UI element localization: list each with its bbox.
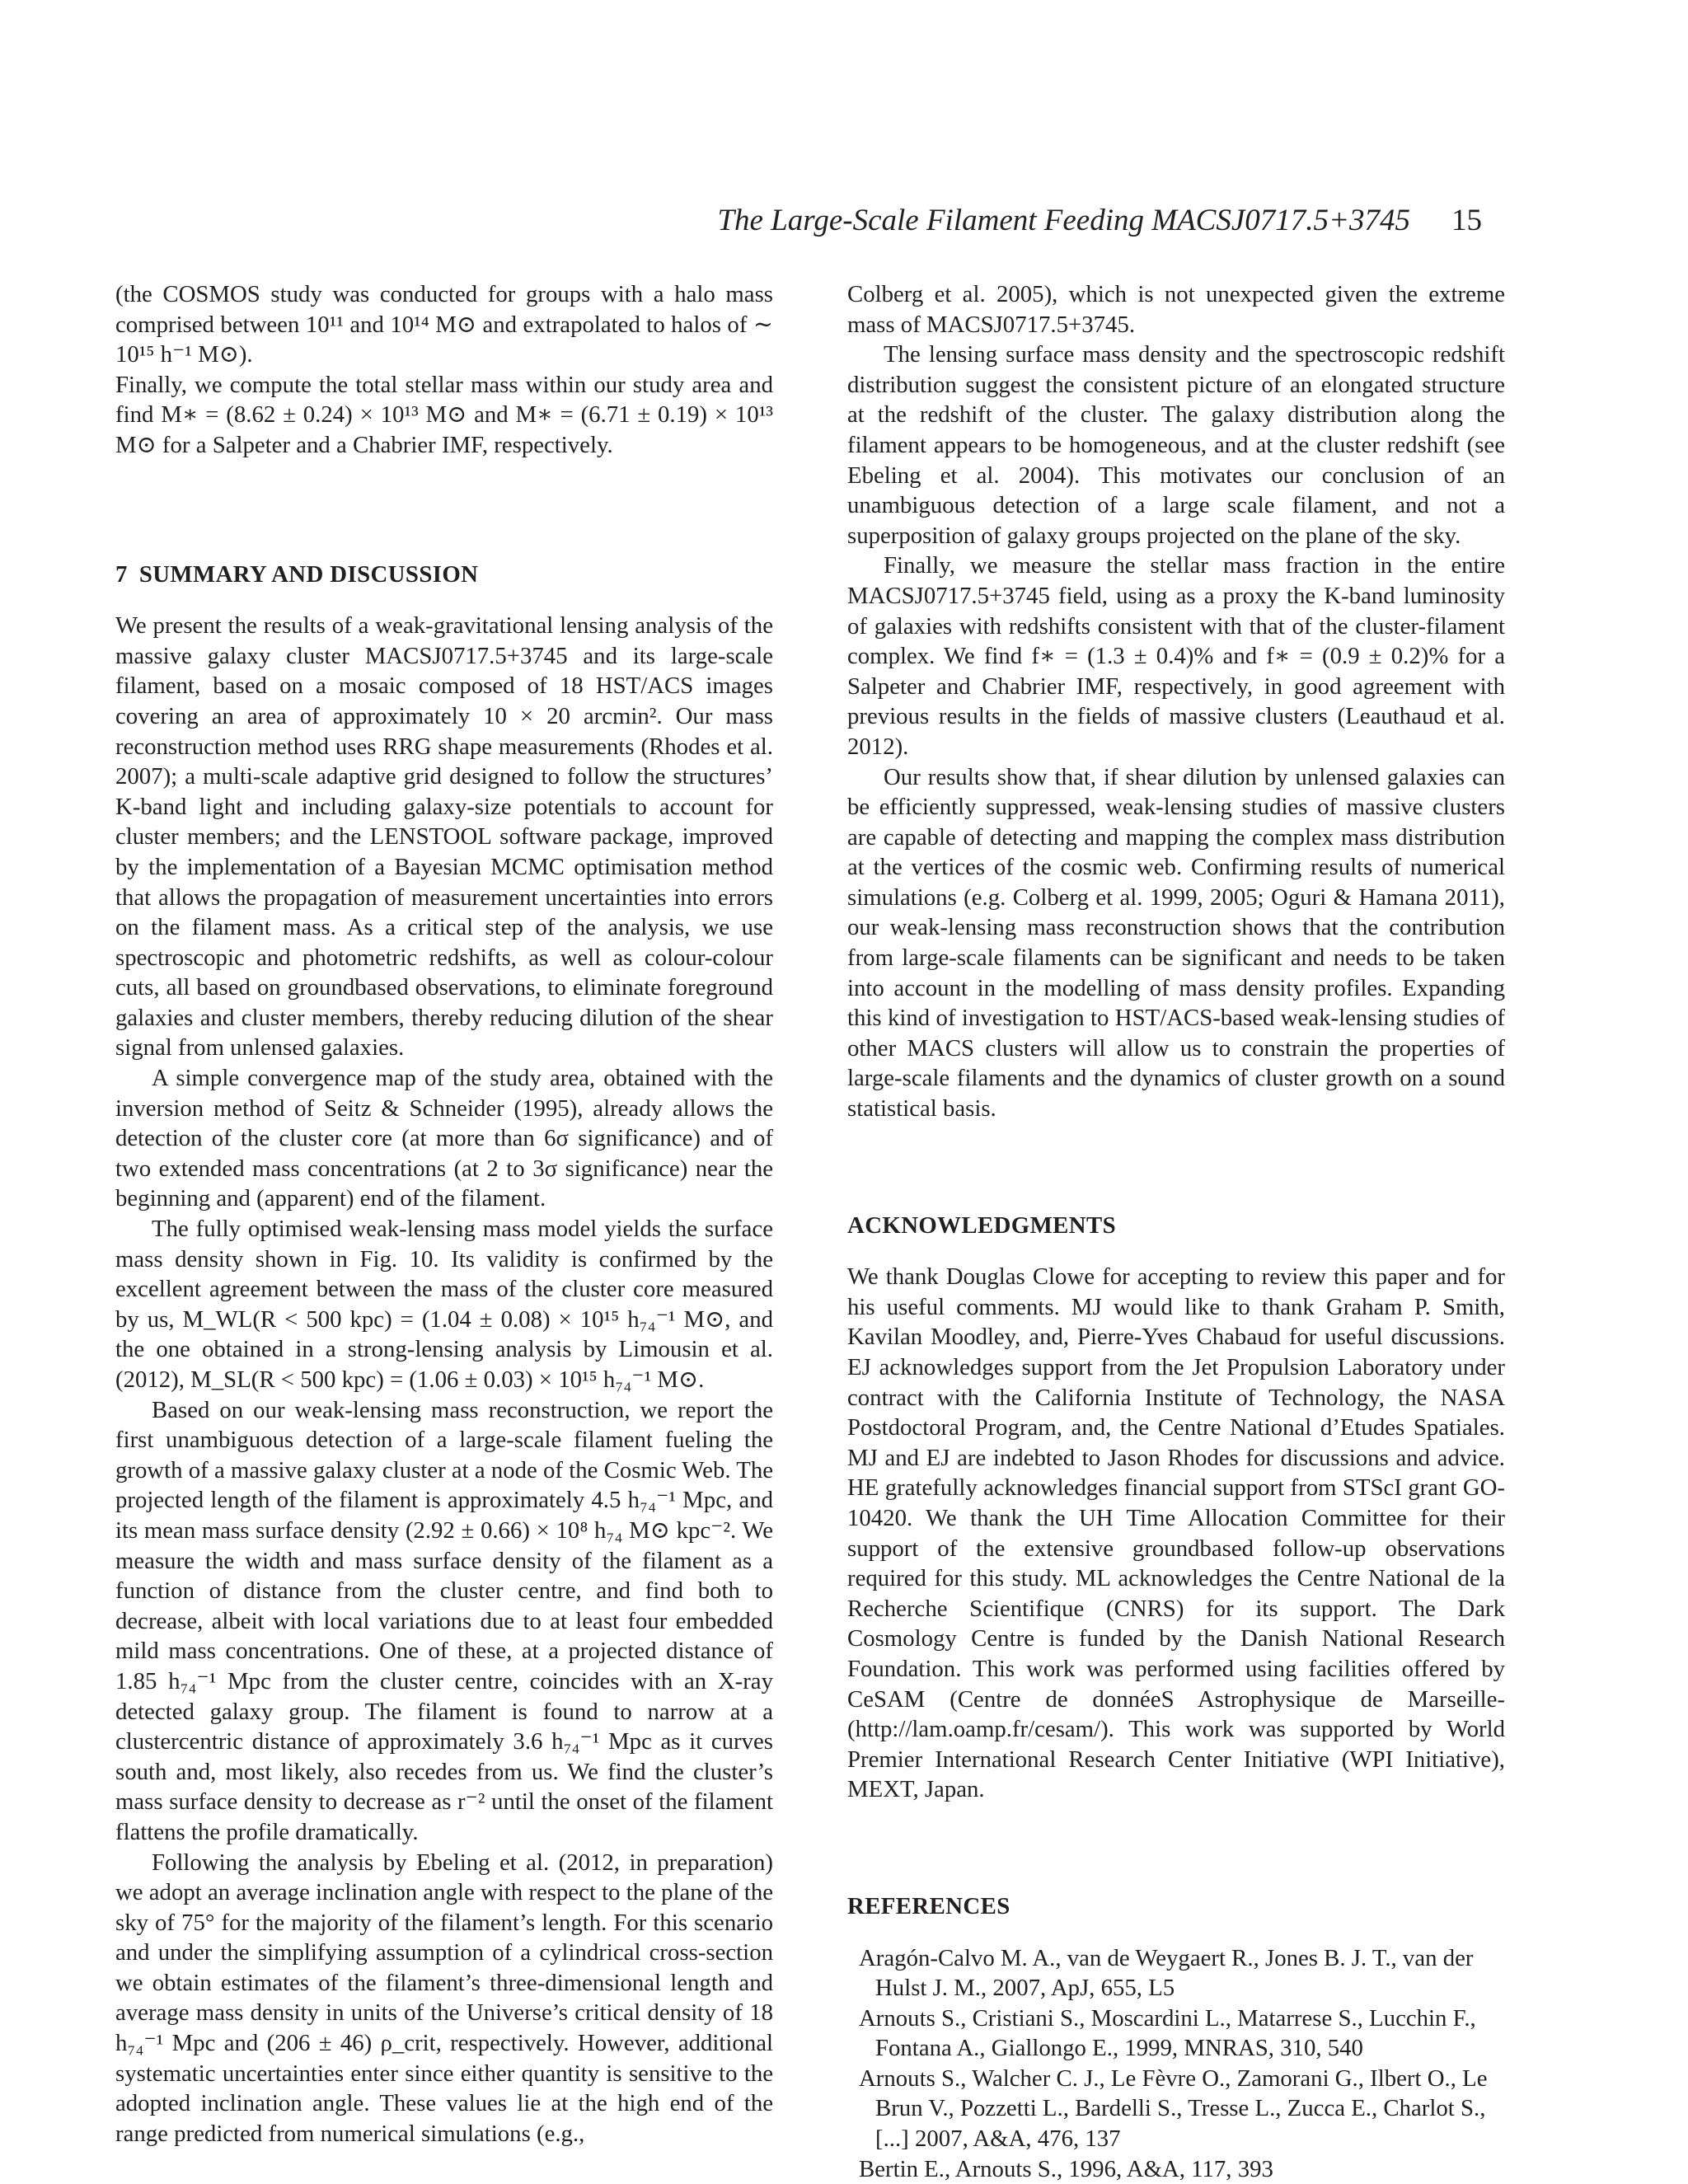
reference-item: Arnouts S., Cristiani S., Moscardini L., Matarrese S., Lucchin F., Fontana A., Giallongo E., 1999, MNRAS, 310, 540 bbox=[859, 2004, 1476, 2062]
reference-item: Bertin E., Arnouts S., 1996, A&A, 117, 393 bbox=[859, 2155, 1273, 2182]
running-head bbox=[717, 203, 1482, 239]
section-number: 7 bbox=[115, 560, 128, 588]
section-title: SUMMARY AND DISCUSSION bbox=[138, 560, 479, 588]
right-column bbox=[847, 279, 1505, 2184]
reference-item: Arnouts S., Walcher C. J., Le Fèvre O., Zamorani G., Ilbert O., Le Brun V., Pozzetti L., Bardelli S., Tresse L., Zucca E., Charlot S., [...] 2007, A&A, 476, 137 bbox=[859, 2064, 1488, 2153]
paragraph: The lensing surface mass density and the spectroscopic redshift distribution suggest the consistent picture of an elongated structure at the redshift of the cluster. The galaxy distribution along the filament appears to be homogeneous, and at the cluster redshift (see Ebeling et al. 2004). This motivates our conclusion of an unambiguous detection of a large scale filament, and not a superposition of galaxy groups projected on the plane of the sky. bbox=[847, 341, 1505, 549]
section-heading bbox=[115, 560, 773, 590]
paragraph: A simple convergence map of the study area, obtained with the inversion method of Seitz & Schneider (1995), already allows the detection of the cluster core (at more than 6σ significance) and of two extended mass concentrations (at 2 to 3σ significance) near the beginning and (apparent) end of the filament. bbox=[115, 1065, 773, 1212]
paragraph: Following the analysis by Ebeling et al. (2012, in preparation) we adopt an average inclination angle with respect to the plane of the sky of 75° for the majority of the filament’s length. For this scenario and under the simplifying assumption of a cylindrical cross-section we obtain estimates of the filament’s three-dimensional length and average mass density in units of the Universe’s critical density of 18 h₇₄⁻¹ Mpc and (206 ± 46) ρ_crit, respectively. However, additional systematic uncertainties enter since either quantity is sensitive to the adopted inclination angle. These values lie at the high end of the range predicted from numerical simulations (e.g., bbox=[115, 1849, 774, 2147]
reference-list bbox=[847, 1943, 1505, 2184]
paragraph: We present the results of a weak-gravitational lensing analysis of the massive galaxy cluster MACSJ0717.5+3745 and its large-scale filament, based on a mosaic composed of 18 HST/ACS images covering an area of approximately 10 × 20 arcmin². Our mass reconstruction method uses RRG shape measurements (Rhodes et al. 2007); a multi-scale adaptive grid designed to follow the structures’ K-band light and including galaxy-size potentials to account for cluster members; and the LENSTOOL software package, improved by the implementation of a Bayesian MCMC optimisation method that allows the propagation of measurement uncertainties into errors on the filament mass. As a critical step of the analysis, we use spectroscopic and photometric redshifts, as well as colour-colour cuts, all based on groundbased observations, to eliminate foreground galaxies and cluster members, thereby reducing dilution of the shear signal from unlensed galaxies. bbox=[115, 612, 773, 1062]
acknowledgments-heading: ACKNOWLEDGMENTS bbox=[847, 1212, 1116, 1239]
paragraph: The fully optimised weak-lensing mass model yields the surface mass density shown in Fig. 10. Its validity is confirmed by the excellent agreement between the mass of the cluster core measured by us, M_WL(R < 500 kpc) = (1.04 ± 0.08) × 10¹⁵ h₇₄⁻¹ M⊙, and the one obtained in a strong-lensing analysis by Limousin et al. (2012), M_SL(R < 500 kpc) = (1.06 ± 0.03) × 10¹⁵ h₇₄⁻¹ M⊙. bbox=[115, 1216, 773, 1393]
page-number: 15 bbox=[1451, 204, 1482, 237]
reference-item: Aragón-Calvo M. A., van de Weygaert R., Jones B. J. T., van der Hulst J. M., 2007, ApJ, 655, L5 bbox=[859, 1944, 1474, 2002]
paragraph: Our results show that, if shear dilution by unlensed galaxies can be efficiently suppressed, weak-lensing studies of massive clusters are capable of detecting and mapping the complex mass distribution at the vertices of the cosmic web. Confirming results of numerical simulations (e.g. Colberg et al. 1999, 2005; Oguri & Hamana 2011), our weak-lensing mass reconstruction shows that the contribution from large-scale filaments can be significant and needs to be taken into account in the modelling of mass density profiles. Expanding this kind of investigation to HST/ACS-based weak-lensing studies of other MACS clusters will allow us to constrain the properties of large-scale filaments and the dynamics of cluster growth on a sound statistical basis. bbox=[847, 763, 1505, 1122]
paragraph: Colberg et al. 2005), which is not unexpected given the extreme mass of MACSJ0717.5+3745. bbox=[847, 281, 1505, 338]
running-title: The Large-Scale Filament Feeding MACSJ0717.5+3745 bbox=[717, 204, 1410, 237]
paragraph: Based on our weak-lensing mass reconstruction, we report the first unambiguous detection of a large-scale filament fueling the growth of a massive galaxy cluster at a node of the Cosmic Web. The projected length of the filament is approximately 4.5 h₇₄⁻¹ Mpc, and its mean mass surface density (2.92 ± 0.66) × 10⁸ h₇₄ M⊙ kpc⁻². We measure the width and mass surface density of the filament as a function of distance from the cluster centre, and find both to decrease, albeit with local variations due to at least four embedded mild mass concentrations. One of these, at a projected distance of 1.85 h₇₄⁻¹ Mpc from the cluster centre, coincides with an X-ray detected galaxy group. The filament is found to narrow at a clustercentric distance of approximately 3.6 h₇₄⁻¹ Mpc as it curves south and, most likely, also recedes from us. We find the cluster’s mass surface density to decrease as r⁻² until the onset of the filament flattens the profile dramatically. bbox=[115, 1396, 773, 1845]
paragraph: (the COSMOS study was conducted for groups with a halo mass comprised between 10¹¹ and 10¹⁴ M⊙ and extrapolated to halos of ∼ 10¹⁵ h⁻¹ M⊙). bbox=[115, 281, 773, 368]
paragraph: Finally, we measure the stellar mass fraction in the entire MACSJ0717.5+3745 field, using as a proxy the K-band luminosity of galaxies with redshifts consistent with that of the cluster-filament complex. We find f∗ = (1.3 ± 0.4)% and f∗ = (0.9 ± 0.2)% for a Salpeter and Chabrier IMF, respectively, in good agreement with previous results in the fields of massive clusters (Leauthaud et al. 2012). bbox=[847, 552, 1505, 760]
paragraph: Finally, we compute the total stellar mass within our study area and find M∗ = (8.62 ± 0.24) × 10¹³ M⊙ and M∗ = (6.71 ± 0.19) × 10¹³ M⊙ for a Salpeter and a Chabrier IMF, respectively. bbox=[115, 371, 773, 458]
references-heading: REFERENCES bbox=[847, 1892, 1010, 1919]
left-column bbox=[115, 279, 773, 2149]
acknowledgments-text: We thank Douglas Clowe for accepting to review this paper and for his useful comments. MJ would like to thank Graham P. Smith, Kavilan Moodley, and, Pierre-Yves Chabaud for useful discussions. EJ acknowledges support from the Jet Propulsion Laboratory under contract with the California Institute of Technology, the NASA Postdoctoral Program, and, the Centre National d’Etudes Spatiales. MJ and EJ are indebted to Jason Rhodes for discussions and advice. HE gratefully acknowledges financial support from STScI grant GO-10420. We thank the UH Time Allocation Committee for their support of the extensive groundbased follow-up observations required for this study. ML acknowledges the Centre National de la Recherche Scientifique (CNRS) for its support. The Dark Cosmology Centre is funded by the Danish National Research Foundation. This work was performed using facilities offered by CeSAM (Centre de donnéeS Astrophysique de Marseille-(http://lam.oamp.fr/cesam/). This work was supported by World Premier International Research Center Initiative (WPI Initiative), MEXT, Japan. bbox=[847, 1263, 1505, 1803]
